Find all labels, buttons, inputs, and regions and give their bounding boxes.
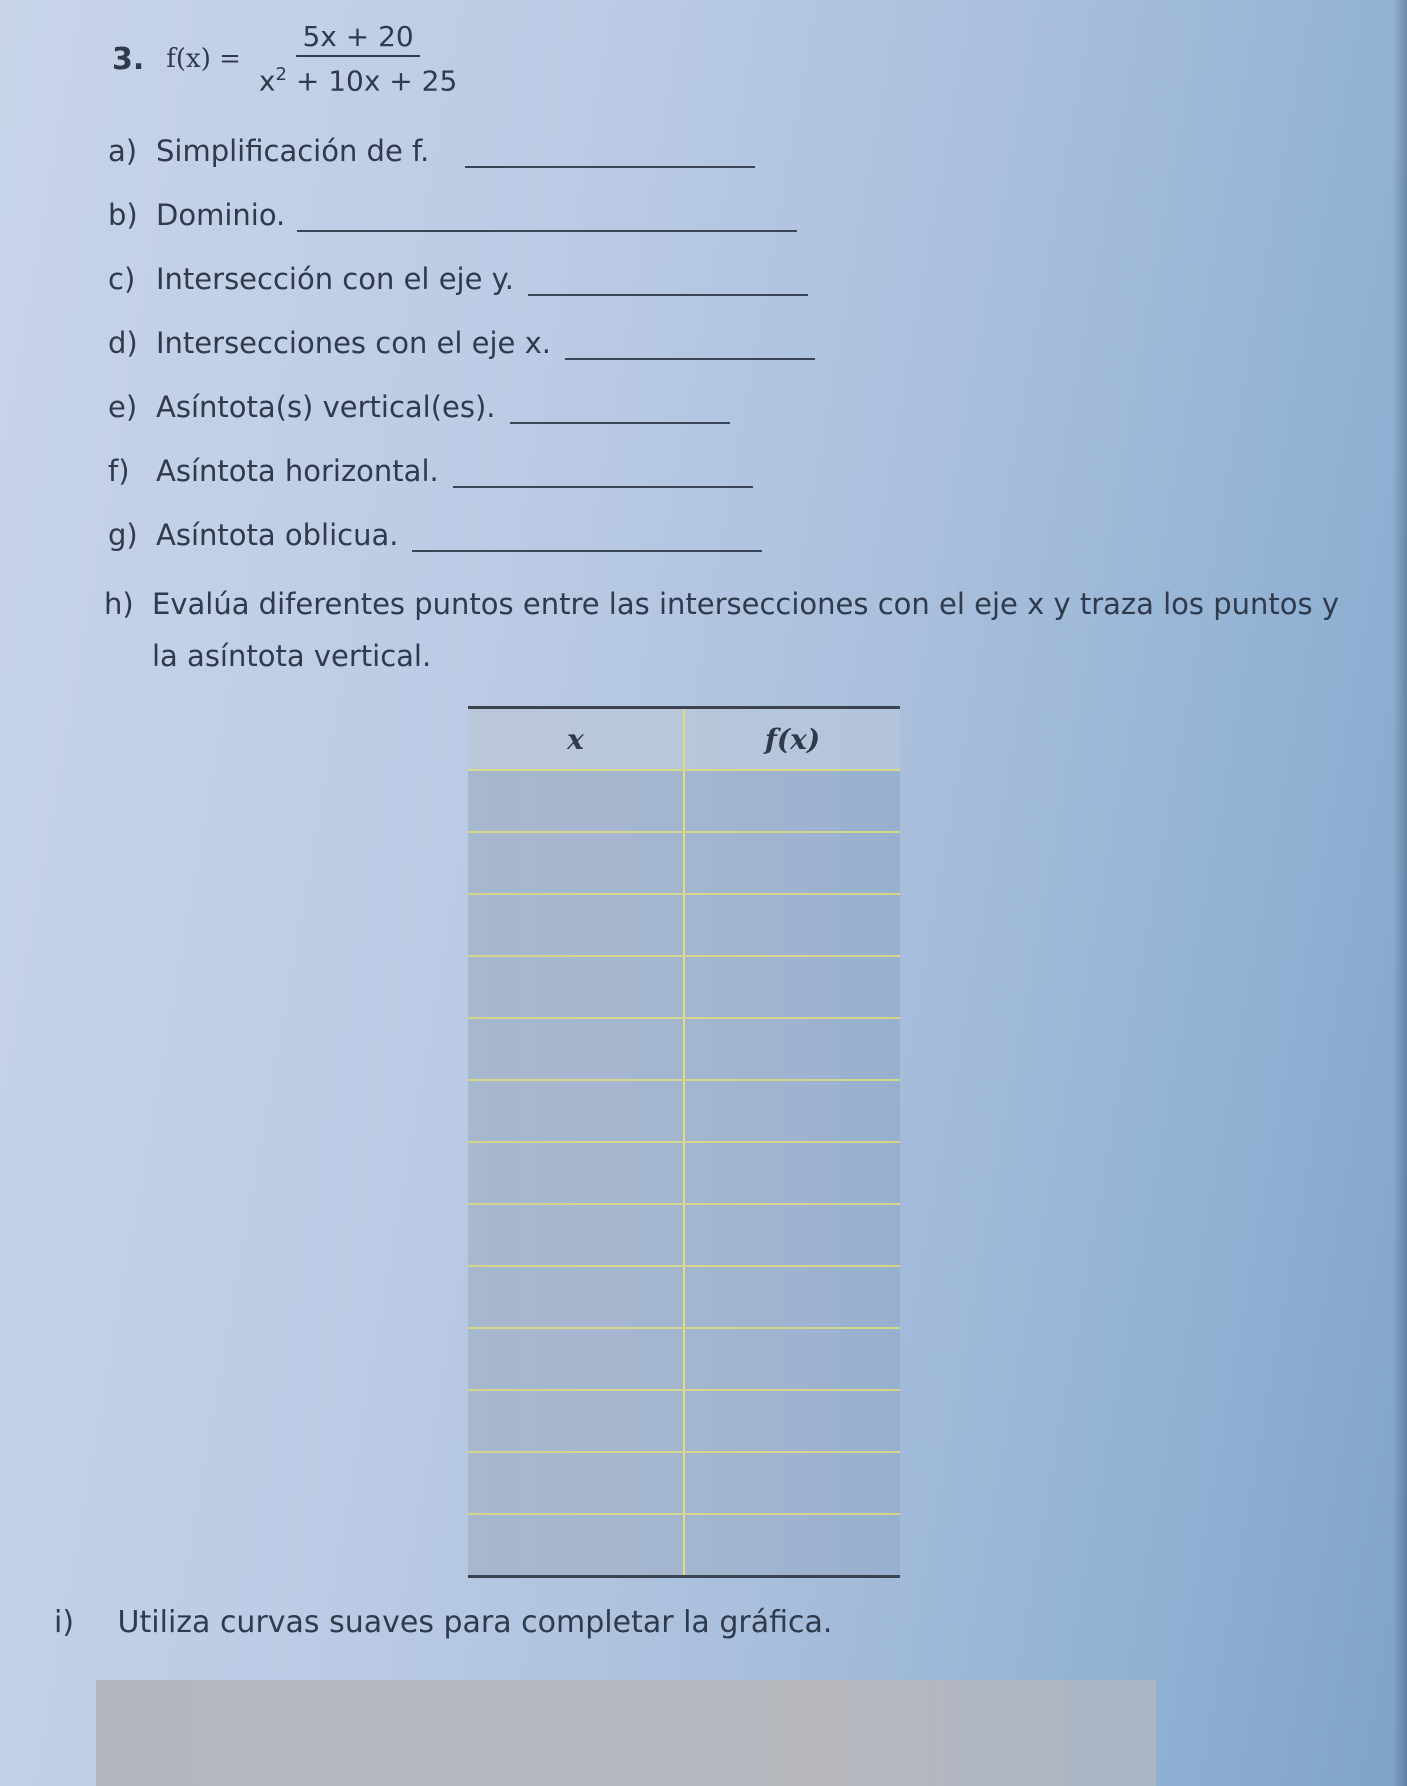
question-letter: a) — [108, 134, 138, 168]
function-fraction — [253, 19, 463, 99]
question-text: Asíntota horizontal. — [156, 454, 439, 488]
question-text: Evalúa diferentes puntos entre las intersecciones con el eje x y traza los puntos y — [152, 587, 1340, 621]
column-header-x: x — [468, 708, 684, 771]
values-table — [468, 706, 900, 1578]
table-row — [468, 1266, 900, 1328]
table-cell-x[interactable] — [468, 1328, 684, 1390]
table-cell-x[interactable] — [468, 1080, 684, 1142]
table-cell-x[interactable] — [468, 1142, 684, 1204]
denominator-rest: + 10x + 25 — [286, 64, 458, 98]
table-row — [468, 1390, 900, 1452]
fraction-numerator: 5x + 20 — [296, 19, 419, 57]
table-row — [468, 1142, 900, 1204]
question-i — [54, 1605, 832, 1640]
question-letter: i) — [54, 1605, 75, 1640]
table-cell-fx[interactable] — [684, 894, 900, 956]
table-header-row — [468, 708, 900, 771]
question-text: Utiliza curvas suaves para completar la gráfica. — [117, 1605, 833, 1640]
table-cell-fx[interactable] — [684, 1390, 900, 1452]
problem-number: 3. — [112, 41, 145, 77]
table-cell-fx[interactable] — [684, 956, 900, 1018]
question-h-line1 — [104, 578, 1394, 630]
question-text: Simplificación de f. — [156, 134, 430, 168]
table-cell-x[interactable] — [468, 1390, 684, 1452]
answer-blank-d[interactable] — [565, 330, 815, 360]
question-h-line2: la asíntota vertical. — [152, 639, 432, 673]
fraction-denominator — [253, 57, 463, 99]
question-letter: h) — [104, 587, 134, 621]
question-letter: d) — [108, 326, 138, 360]
question-h — [104, 578, 1394, 682]
table-cell-fx[interactable] — [684, 1204, 900, 1266]
table-cell-x[interactable] — [468, 956, 684, 1018]
table-cell-x[interactable] — [468, 832, 684, 894]
table-row — [468, 1328, 900, 1390]
table-row — [468, 1204, 900, 1266]
problem-header — [112, 14, 463, 104]
question-f — [108, 454, 753, 488]
question-c — [108, 262, 808, 296]
table-row — [468, 894, 900, 956]
question-letter: e) — [108, 390, 138, 424]
table-row — [468, 1080, 900, 1142]
table-cell-fx[interactable] — [684, 1266, 900, 1328]
answer-blank-e[interactable] — [510, 394, 730, 424]
table-cell-x[interactable] — [468, 770, 684, 832]
table-cell-fx[interactable] — [684, 1080, 900, 1142]
table-row — [468, 1452, 900, 1514]
table-cell-fx[interactable] — [684, 832, 900, 894]
table-cell-x[interactable] — [468, 894, 684, 956]
table-cell-x[interactable] — [468, 1452, 684, 1514]
answer-blank-b[interactable] — [297, 202, 797, 232]
table-cell-fx[interactable] — [684, 1514, 900, 1577]
question-letter: c) — [108, 262, 136, 296]
table-row — [468, 1018, 900, 1080]
table-row — [468, 1514, 900, 1577]
table-cell-fx[interactable] — [684, 1018, 900, 1080]
question-letter: g) — [108, 518, 138, 552]
table-cell-x[interactable] — [468, 1018, 684, 1080]
table-row — [468, 956, 900, 1018]
answer-blank-a[interactable] — [465, 138, 755, 168]
table-cell-fx[interactable] — [684, 1142, 900, 1204]
question-g — [108, 518, 762, 552]
graph-area[interactable] — [96, 1680, 1156, 1786]
question-letter: f) — [108, 454, 130, 488]
table-row — [468, 770, 900, 832]
denominator-exponent: 2 — [275, 63, 287, 85]
answer-blank-c[interactable] — [528, 266, 808, 296]
question-text: Asíntota oblicua. — [156, 518, 399, 552]
table-cell-fx[interactable] — [684, 1452, 900, 1514]
table-cell-x[interactable] — [468, 1204, 684, 1266]
table-cell-x[interactable] — [468, 1514, 684, 1577]
question-text: Dominio. — [156, 198, 286, 232]
question-e — [108, 390, 730, 424]
question-text: Asíntota(s) vertical(es). — [156, 390, 496, 424]
answer-blank-g[interactable] — [412, 522, 762, 552]
table-cell-x[interactable] — [468, 1266, 684, 1328]
table-cell-fx[interactable] — [684, 1328, 900, 1390]
question-d — [108, 326, 815, 360]
question-a — [108, 134, 755, 168]
table-cell-fx[interactable] — [684, 770, 900, 832]
question-text: Intersección con el eje y. — [156, 262, 514, 296]
denominator-base: x — [258, 64, 276, 98]
column-header-fx: f(x) — [684, 708, 900, 771]
table-row — [468, 832, 900, 894]
question-b — [108, 198, 797, 232]
question-text: Intersecciones con el eje x. — [156, 326, 551, 360]
function-name: f(x) = — [166, 44, 241, 74]
answer-blank-f[interactable] — [453, 458, 753, 488]
question-letter: b) — [108, 198, 138, 232]
page-edge-shadow — [1393, 0, 1407, 1786]
